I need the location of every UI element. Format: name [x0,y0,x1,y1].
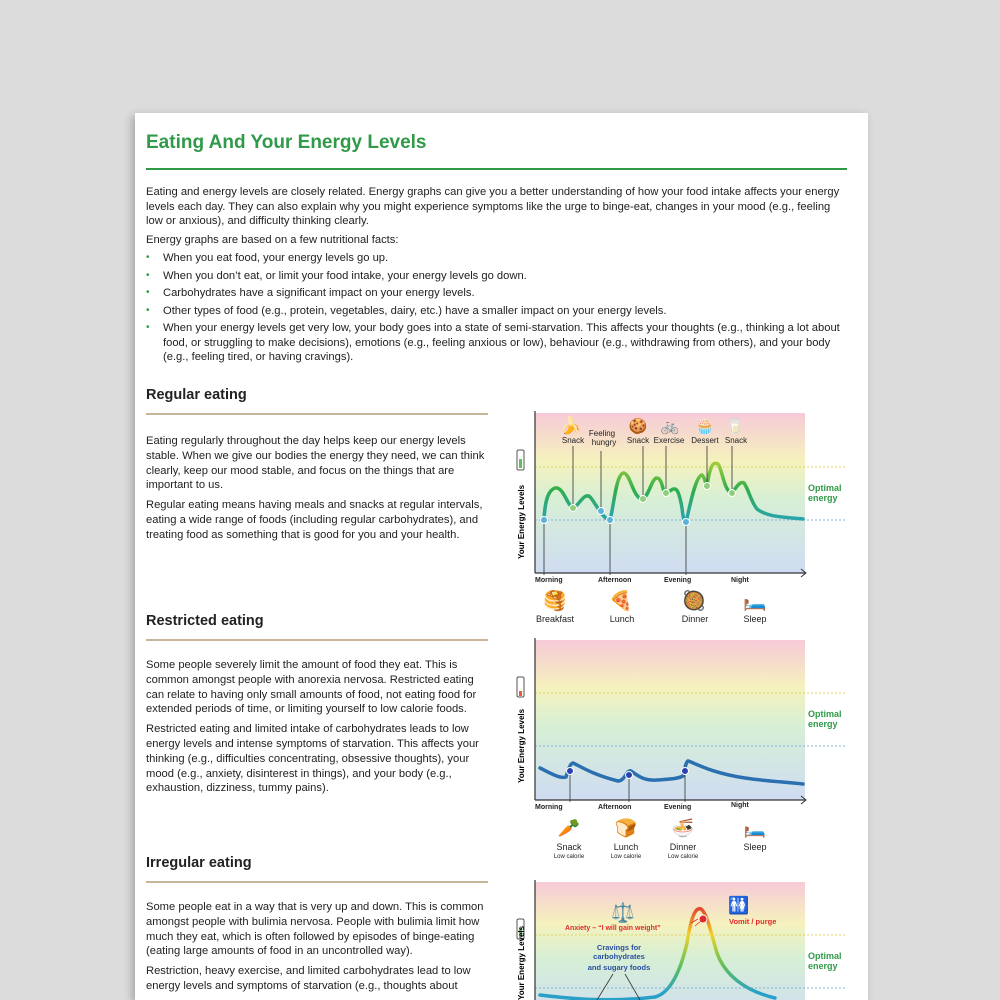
exercise-label: Exercise [653,436,685,445]
lunch-label: Lunch [613,842,639,852]
worksheet-page [135,113,868,1000]
restricted-eating-heading: Restricted eating [146,613,264,629]
y-axis-label: Your Energy Levels [517,484,526,559]
time-label-afternoon: Afternoon [598,804,632,811]
feeling-label: Feeling [588,429,616,438]
vomit-label: Vomit / purge [729,917,777,926]
yogurt-icon: 🥛 [725,418,745,435]
energy-band [535,640,805,800]
optimal-label-2: energy [808,961,838,971]
low-calorie-label: Low calorie [610,854,642,860]
page-title: Eating And Your Energy Levels [146,132,427,153]
intro-paragraph-1: Eating and energy levels are closely related. Energy graphs can give you a better understanding of how your food intake affects your energy levels each day. They can also explain why you might experience symptoms like the urge to binge-eat, changes in your mood (e.g., feeling low or anxious), and difficulty thinking clearly. [146,186,840,227]
dinner-label: Dinner [681,614,709,624]
regular-eating-graph [517,411,847,624]
bed-icon: 🛏️ [743,591,767,612]
time-label-night: Night [731,802,749,809]
time-label-afternoon: Afternoon [598,577,632,584]
toast-icon: 🍞 [614,818,638,838]
regular-eating-heading: Regular eating [146,387,247,403]
banana-icon: 🍌 [560,416,582,435]
irregular-eating-paragraph-1: Some people eat in a way that is very up and down. This is common amongst people with bulimia nervosa. People with bulimia limit how much they eat, which is often followed by episodes of binge-eating (eating large amounts of food in an uncontrolled way). [146,901,484,958]
bottom-labels [536,614,767,624]
optimal-label: Optimal [808,951,842,961]
dinner-label: Dinner [669,842,697,852]
cravings-label [588,943,651,972]
optimal-label: Optimal [808,483,842,493]
optimal-label-2: energy [808,493,838,503]
time-labels [535,802,750,811]
fact-item: • When your energy levels get very low, your body goes into a state of semi-starvation. This affects your thoughts (e.g., thinking a lot about food, or struggling to make decisions), emotions (e.g., feeling anxious or low), behaviour (e.g., withdrawing from others), and your body (e.g., feeling tired, or having cravings). [146,321,846,365]
battery-level [519,691,522,696]
fact-item: • When you don’t eat, or limit your food intake, your energy levels go down. [146,269,846,284]
irregular-eating-paragraph-2: Restriction, heavy exercise, and limited carbohydrates lead to low energy levels and symptoms of starvation (e.g., thoughts about [146,965,471,992]
y-axis-label: Your Energy Levels [517,708,526,783]
fact-item: • Carbohydrates have a significant impact on your energy levels. [146,286,846,301]
fact-item: • Other types of food (e.g., protein, vegetables, dairy, etc.) have a smaller impact on your energy levels. [146,304,846,319]
lunch-label: Lunch [609,614,635,624]
energy-graphs [135,113,868,1000]
anxiety-label: Anxiety – “I will gain weight” [565,925,661,932]
low-calorie-labels [554,854,699,860]
time-label-morning: Morning [535,577,563,584]
hungry-label: hungry [591,438,617,447]
irregular-eating-graph [517,880,847,1000]
bicycle-icon: 🚲 [660,418,680,435]
scale-icon: ⚖️ [611,903,635,924]
dessert-label: Dessert [691,436,719,445]
bed-icon: 🛏️ [743,818,767,838]
low-calorie-label: Low calorie [553,854,585,860]
snack-label: Snack [724,436,748,445]
optimal-label: Optimal [808,709,842,719]
optimal-label-2: energy [808,719,838,729]
cravings-line-2: carbohydrates [593,952,645,961]
restricted-eating-paragraph-2: Restricted eating and limited intake of carbohydrates leads to low energy levels and intense symptoms of starvation. This affects your thinking (e.g., difficulties concentrating, obsessive thoughts), your mood (e.g., anxiety, disinterest in things), and your body (e.g., exhaustion, dizziness, tummy pains). [146,723,479,795]
snack-label: Snack [556,842,582,852]
dinner-icon: 🥘 [682,591,706,612]
snack-label: Snack [626,436,650,445]
regular-eating-paragraph-1: Eating regularly throughout the day helps keep our energy levels stable. When we give our bodies the energy they need, we can think clearly, keep our mood stable, and focus on the things that are important to us. [146,435,485,492]
battery-level [519,459,522,468]
irregular-eating-heading: Irregular eating [146,855,252,871]
y-axis-label: Your Energy Levels [517,925,526,1000]
breakfast-label: Breakfast [535,614,575,624]
time-labels [535,577,750,584]
cookie-icon: 🍪 [628,418,648,435]
time-label-evening: Evening [664,577,692,584]
low-calorie-label: Low calorie [667,854,699,860]
cravings-line-3: and sugary foods [587,963,651,972]
breakfast-icon: 🥞 [543,591,567,612]
cravings-line-1: Cravings for [596,943,642,952]
energy-band [535,882,805,1000]
regular-eating-paragraph-2: Regular eating means having meals and snacks at regular intervals, eating a wide range of foods (including regular carbohydrates), and treating food as something that is good for you and your health. [146,499,483,541]
time-label-morning: Morning [535,804,563,811]
carrot-icon: 🥕 [557,818,581,838]
pizza-icon: 🍕 [609,591,633,612]
intro-paragraph-2: Energy graphs are based on a few nutritional facts: [146,233,399,246]
snack-label: Snack [561,436,585,445]
sleep-label: Sleep [743,614,767,624]
soup-icon: 🍜 [671,818,695,838]
fact-item: • When you eat food, your energy levels go up. [146,251,846,266]
restricted-eating-paragraph-1: Some people severely limit the amount of food they eat. This is common amongst people with anorexia nervosa. Restricted eating can relate to having only small amounts of food, not eating food for extended periods of time, or limiting yourself to low calorie foods. [146,659,477,716]
time-label-evening: Evening [664,804,692,811]
toilet-icon: 🚻 [728,896,750,915]
sleep-label: Sleep [743,842,767,852]
dessert-icon: 🧁 [695,418,715,435]
restricted-eating-graph [517,638,847,860]
time-label-night: Night [731,577,749,584]
bottom-labels [556,842,766,852]
